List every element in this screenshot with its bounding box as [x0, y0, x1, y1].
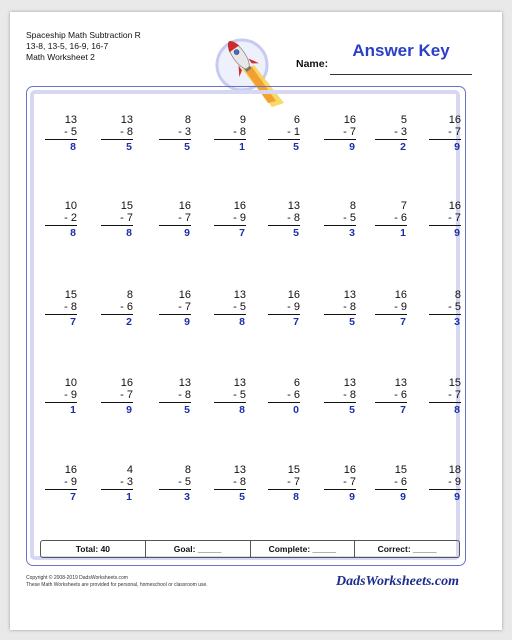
- problem-35: [161, 464, 191, 503]
- answer-rule: [45, 489, 77, 490]
- subtrahend: - 6: [120, 301, 133, 313]
- minuend: 16: [448, 114, 461, 126]
- minuend: 10: [64, 200, 77, 212]
- answer-rule: [214, 225, 246, 226]
- problem-9: [47, 200, 77, 239]
- answer-rule: [101, 489, 133, 490]
- usage-note: These Math Worksheets are provided for personal, homeschool or classroom use.: [26, 582, 208, 588]
- answer-rule: [159, 402, 191, 403]
- minuend: 16: [178, 289, 191, 301]
- minuend: 16: [448, 200, 461, 212]
- worksheet-number: Math Worksheet 2: [26, 52, 95, 62]
- minuend: 13: [233, 289, 246, 301]
- answer-rule: [375, 139, 407, 140]
- minuend: 16: [343, 464, 356, 476]
- answer-rule: [45, 402, 77, 403]
- problem-29: [270, 377, 300, 416]
- subtrahend: - 7: [120, 389, 133, 401]
- answer: 9: [126, 404, 132, 416]
- answer-rule: [214, 489, 246, 490]
- answer: 8: [70, 227, 76, 239]
- minuend: 16: [120, 377, 133, 389]
- problem-31: [377, 377, 407, 416]
- problem-12: [216, 200, 246, 239]
- problem-1: [47, 114, 77, 153]
- problem-21: [270, 289, 300, 328]
- problem-28: [216, 377, 246, 416]
- answer-rule: [268, 314, 300, 315]
- answer: 5: [184, 404, 190, 416]
- answer-rule: [45, 139, 77, 140]
- minuend: 18: [448, 464, 461, 476]
- subtrahend: - 9: [394, 301, 407, 313]
- minuend: 7: [400, 200, 407, 212]
- subtrahend: - 3: [178, 126, 191, 138]
- minuend: 15: [120, 200, 133, 212]
- subtrahend: - 5: [448, 301, 461, 313]
- minuend: 13: [64, 114, 77, 126]
- answer-rule: [324, 139, 356, 140]
- problem-25: [47, 377, 77, 416]
- subtrahend: - 8: [343, 301, 356, 313]
- subtrahend: - 3: [394, 126, 407, 138]
- problem-23: [377, 289, 407, 328]
- minuend: 13: [178, 377, 191, 389]
- minuend: 16: [178, 200, 191, 212]
- minuend: 4: [126, 464, 133, 476]
- copyright-line: Copyright © 2008-2019 DadsWorksheets.com: [26, 575, 128, 581]
- problem-37: [270, 464, 300, 503]
- minuend: 15: [64, 289, 77, 301]
- answer-rule: [375, 225, 407, 226]
- answer: 8: [126, 227, 132, 239]
- problem-7: [377, 114, 407, 153]
- answer-rule: [324, 402, 356, 403]
- subtrahend: - 5: [64, 126, 77, 138]
- answer: 8: [239, 404, 245, 416]
- subtrahend: - 7: [178, 212, 191, 224]
- subtrahend: - 7: [287, 476, 300, 488]
- subtrahend: - 8: [64, 301, 77, 313]
- answer: 9: [454, 141, 460, 153]
- problem-32: [431, 377, 461, 416]
- answer: 9: [349, 491, 355, 503]
- answer: 1: [239, 141, 245, 153]
- answer: 5: [293, 141, 299, 153]
- answer-rule: [159, 139, 191, 140]
- subtrahend: - 7: [448, 212, 461, 224]
- minuend: 13: [343, 377, 356, 389]
- problem-36: [216, 464, 246, 503]
- problem-38: [326, 464, 356, 503]
- minuend: 10: [64, 377, 77, 389]
- answer-rule: [214, 314, 246, 315]
- subtrahend: - 8: [233, 126, 246, 138]
- answer-rule: [214, 402, 246, 403]
- answer: 8: [70, 141, 76, 153]
- correct-field: Correct: _____: [377, 544, 437, 554]
- minuend: 13: [343, 289, 356, 301]
- problem-19: [161, 289, 191, 328]
- minuend: 8: [184, 114, 191, 126]
- answer-rule: [324, 489, 356, 490]
- minuend: 9: [239, 114, 246, 126]
- name-line: [330, 74, 472, 75]
- minuend: 8: [126, 289, 133, 301]
- answer: 5: [239, 491, 245, 503]
- minuend: 8: [454, 289, 461, 301]
- brand-logo: DadsWorksheets.com: [336, 574, 460, 589]
- problem-34: [103, 464, 133, 503]
- answer: 3: [184, 491, 190, 503]
- minuend: 15: [287, 464, 300, 476]
- subtrahend: - 9: [64, 476, 77, 488]
- answer: 2: [400, 141, 406, 153]
- problem-27: [161, 377, 191, 416]
- answer: 9: [454, 491, 460, 503]
- answer-rule: [429, 489, 461, 490]
- subtrahend: - 8: [287, 212, 300, 224]
- answer: 7: [70, 491, 76, 503]
- minuend: 16: [287, 289, 300, 301]
- subtrahend: - 8: [233, 476, 246, 488]
- answer: 7: [400, 316, 406, 328]
- subtrahend: - 3: [120, 476, 133, 488]
- minuend: 16: [394, 289, 407, 301]
- answer-rule: [45, 314, 77, 315]
- answer: 1: [400, 227, 406, 239]
- answer: 7: [293, 316, 299, 328]
- answer: 9: [184, 227, 190, 239]
- answer: 8: [454, 404, 460, 416]
- subtrahend: - 7: [343, 126, 356, 138]
- problem-10: [103, 200, 133, 239]
- answer: 9: [400, 491, 406, 503]
- answer: 5: [293, 227, 299, 239]
- answer-rule: [429, 139, 461, 140]
- answer-rule: [324, 225, 356, 226]
- subtrahend: - 7: [448, 126, 461, 138]
- problem-5: [270, 114, 300, 153]
- problem-11: [161, 200, 191, 239]
- answer-rule: [101, 139, 133, 140]
- answer-rule: [159, 489, 191, 490]
- problem-15: [377, 200, 407, 239]
- problem-13: [270, 200, 300, 239]
- problem-22: [326, 289, 356, 328]
- subtrahend: - 5: [233, 389, 246, 401]
- problem-26: [103, 377, 133, 416]
- answer: 5: [349, 316, 355, 328]
- answer: 7: [239, 227, 245, 239]
- answer-rule: [375, 314, 407, 315]
- answer-rule: [375, 489, 407, 490]
- answer: 1: [70, 404, 76, 416]
- minuend: 6: [293, 114, 300, 126]
- problem-16: [431, 200, 461, 239]
- minuend: 13: [233, 464, 246, 476]
- answer: 3: [454, 316, 460, 328]
- answer-rule: [375, 402, 407, 403]
- problem-24: [431, 289, 461, 328]
- subtrahend: - 7: [178, 301, 191, 313]
- subtrahend: - 5: [233, 301, 246, 313]
- subtrahend: - 7: [120, 212, 133, 224]
- subtrahend: - 9: [448, 476, 461, 488]
- subtrahend: - 8: [343, 389, 356, 401]
- answer-rule: [159, 225, 191, 226]
- answer: 7: [400, 404, 406, 416]
- answer-rule: [268, 402, 300, 403]
- subtrahend: - 6: [394, 476, 407, 488]
- minuend: 8: [349, 200, 356, 212]
- minuend: 13: [394, 377, 407, 389]
- answer: 0: [293, 404, 299, 416]
- subtrahend: - 5: [178, 476, 191, 488]
- answer-rule: [101, 314, 133, 315]
- problem-33: [47, 464, 77, 503]
- answer-rule: [429, 402, 461, 403]
- answer: 1: [126, 491, 132, 503]
- minuend: 8: [184, 464, 191, 476]
- answer-rule: [268, 489, 300, 490]
- worksheet-title: Spaceship Math Subtraction R: [26, 30, 141, 40]
- subtrahend: - 1: [287, 126, 300, 138]
- minuend: 13: [120, 114, 133, 126]
- answer: 7: [70, 316, 76, 328]
- minuend: 16: [233, 200, 246, 212]
- problem-18: [103, 289, 133, 328]
- score-bar: [40, 540, 460, 558]
- answer: 5: [126, 141, 132, 153]
- goal-field: Goal: _____: [146, 541, 251, 557]
- answer-rule: [101, 225, 133, 226]
- subtrahend: - 8: [120, 126, 133, 138]
- problem-3: [161, 114, 191, 153]
- subtrahend: - 9: [287, 301, 300, 313]
- subtrahend: - 7: [448, 389, 461, 401]
- subtrahend: - 5: [343, 212, 356, 224]
- answer-rule: [429, 225, 461, 226]
- problem-2: [103, 114, 133, 153]
- answer-key-title: Answer Key: [352, 41, 450, 60]
- answer: 9: [184, 316, 190, 328]
- minuend: 16: [64, 464, 77, 476]
- minuend: 15: [448, 377, 461, 389]
- minuend: 15: [394, 464, 407, 476]
- subtrahend: - 6: [394, 389, 407, 401]
- answer: 9: [349, 141, 355, 153]
- answer: 3: [349, 227, 355, 239]
- subtrahend: - 9: [233, 212, 246, 224]
- problem-20: [216, 289, 246, 328]
- answer-rule: [268, 225, 300, 226]
- answer-rule: [268, 139, 300, 140]
- complete-field: Complete: _____: [251, 541, 356, 557]
- problem-30: [326, 377, 356, 416]
- answer: 8: [239, 316, 245, 328]
- problem-8: [431, 114, 461, 153]
- worksheet-facts: 13-8, 13-5, 16-9, 16-7: [26, 41, 109, 51]
- subtrahend: - 6: [287, 389, 300, 401]
- answer: 5: [184, 141, 190, 153]
- answer-rule: [101, 402, 133, 403]
- minuend: 6: [293, 377, 300, 389]
- problem-39: [377, 464, 407, 503]
- answer-rule: [45, 225, 77, 226]
- minuend: 13: [233, 377, 246, 389]
- minuend: 5: [400, 114, 407, 126]
- answer: 9: [454, 227, 460, 239]
- problem-40: [431, 464, 461, 503]
- subtrahend: - 9: [64, 389, 77, 401]
- subtrahend: - 7: [343, 476, 356, 488]
- answer: 2: [126, 316, 132, 328]
- answer: 5: [349, 404, 355, 416]
- subtrahend: - 6: [394, 212, 407, 224]
- name-label: Name:: [296, 58, 329, 70]
- subtrahend: - 2: [64, 212, 77, 224]
- problem-4: [216, 114, 246, 153]
- problem-6: [326, 114, 356, 153]
- problem-14: [326, 200, 356, 239]
- total-count: Total: 40: [41, 541, 146, 557]
- minuend: 16: [343, 114, 356, 126]
- answer: 8: [293, 491, 299, 503]
- answer-rule: [214, 139, 246, 140]
- subtrahend: - 8: [178, 389, 191, 401]
- answer-rule: [429, 314, 461, 315]
- answer-rule: [159, 314, 191, 315]
- answer-rule: [324, 314, 356, 315]
- problem-17: [47, 289, 77, 328]
- minuend: 13: [287, 200, 300, 212]
